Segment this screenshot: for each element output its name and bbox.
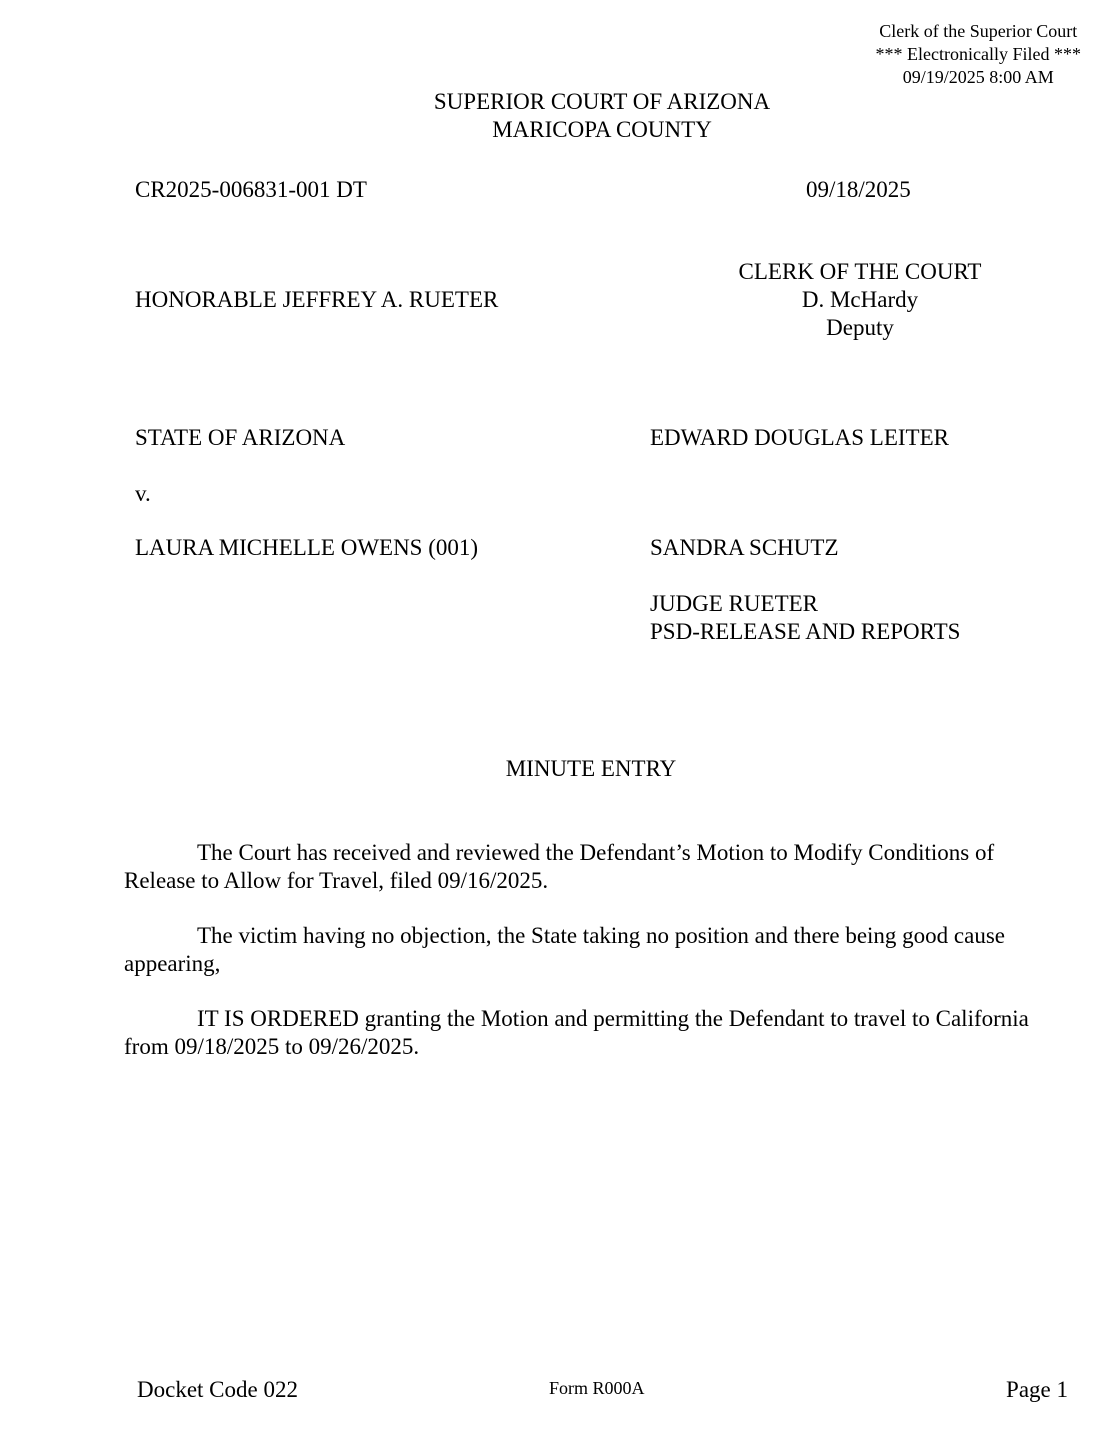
electronic-filing-stamp xyxy=(876,20,1081,89)
county-name: MARICOPA COUNTY xyxy=(492,117,712,142)
document-title: MINUTE ENTRY xyxy=(505,756,677,781)
body-paragraph: The Court has received and reviewed the Defendant’s Motion to Modify Conditions of Release to Allow for Travel, filed 09/16/2025. xyxy=(124,840,995,893)
form-code: Form R000A xyxy=(549,1378,645,1398)
defendant-name: LAURA MICHELLE OWENS (001) xyxy=(135,535,479,560)
clerk-role: Deputy xyxy=(826,315,894,340)
case-date: 09/18/2025 xyxy=(806,177,911,202)
court-name: SUPERIOR COURT OF ARIZONA xyxy=(433,89,771,114)
clerk-block xyxy=(733,258,987,342)
judge-name: HONORABLE JEFFREY A. RUETER xyxy=(135,287,499,312)
distribution-item: PSD-RELEASE AND REPORTS xyxy=(650,619,961,644)
minute-entry-body xyxy=(124,839,1049,1088)
distribution-item: JUDGE RUETER xyxy=(650,591,819,616)
clerk-title: CLERK OF THE COURT xyxy=(738,259,982,284)
clerk-name: D. McHardy xyxy=(801,287,919,312)
plaintiff-state: STATE OF ARIZONA xyxy=(135,425,346,450)
distribution-item: SANDRA SCHUTZ xyxy=(650,535,839,560)
page-number: Page 1 xyxy=(1006,1377,1068,1402)
body-paragraph: The victim having no objection, the State taking no position and there being good cause appearing, xyxy=(124,923,1006,976)
distribution-item: EDWARD DOUGLAS LEITER xyxy=(650,425,949,450)
stamp-timestamp: 09/19/2025 8:00 AM xyxy=(902,67,1054,87)
case-number: CR2025-006831-001 DT xyxy=(135,177,367,202)
court-header xyxy=(0,88,1107,144)
stamp-clerk-line: Clerk of the Superior Court xyxy=(879,21,1078,41)
body-paragraph: IT IS ORDERED granting the Motion and permitting the Defendant to travel to California from 09/18/2025 to 09/26/2025. xyxy=(124,1006,1029,1059)
docket-code: Docket Code 022 xyxy=(137,1377,298,1402)
stamp-filed-line: *** Electronically Filed *** xyxy=(875,44,1081,64)
versus: v. xyxy=(135,481,151,506)
